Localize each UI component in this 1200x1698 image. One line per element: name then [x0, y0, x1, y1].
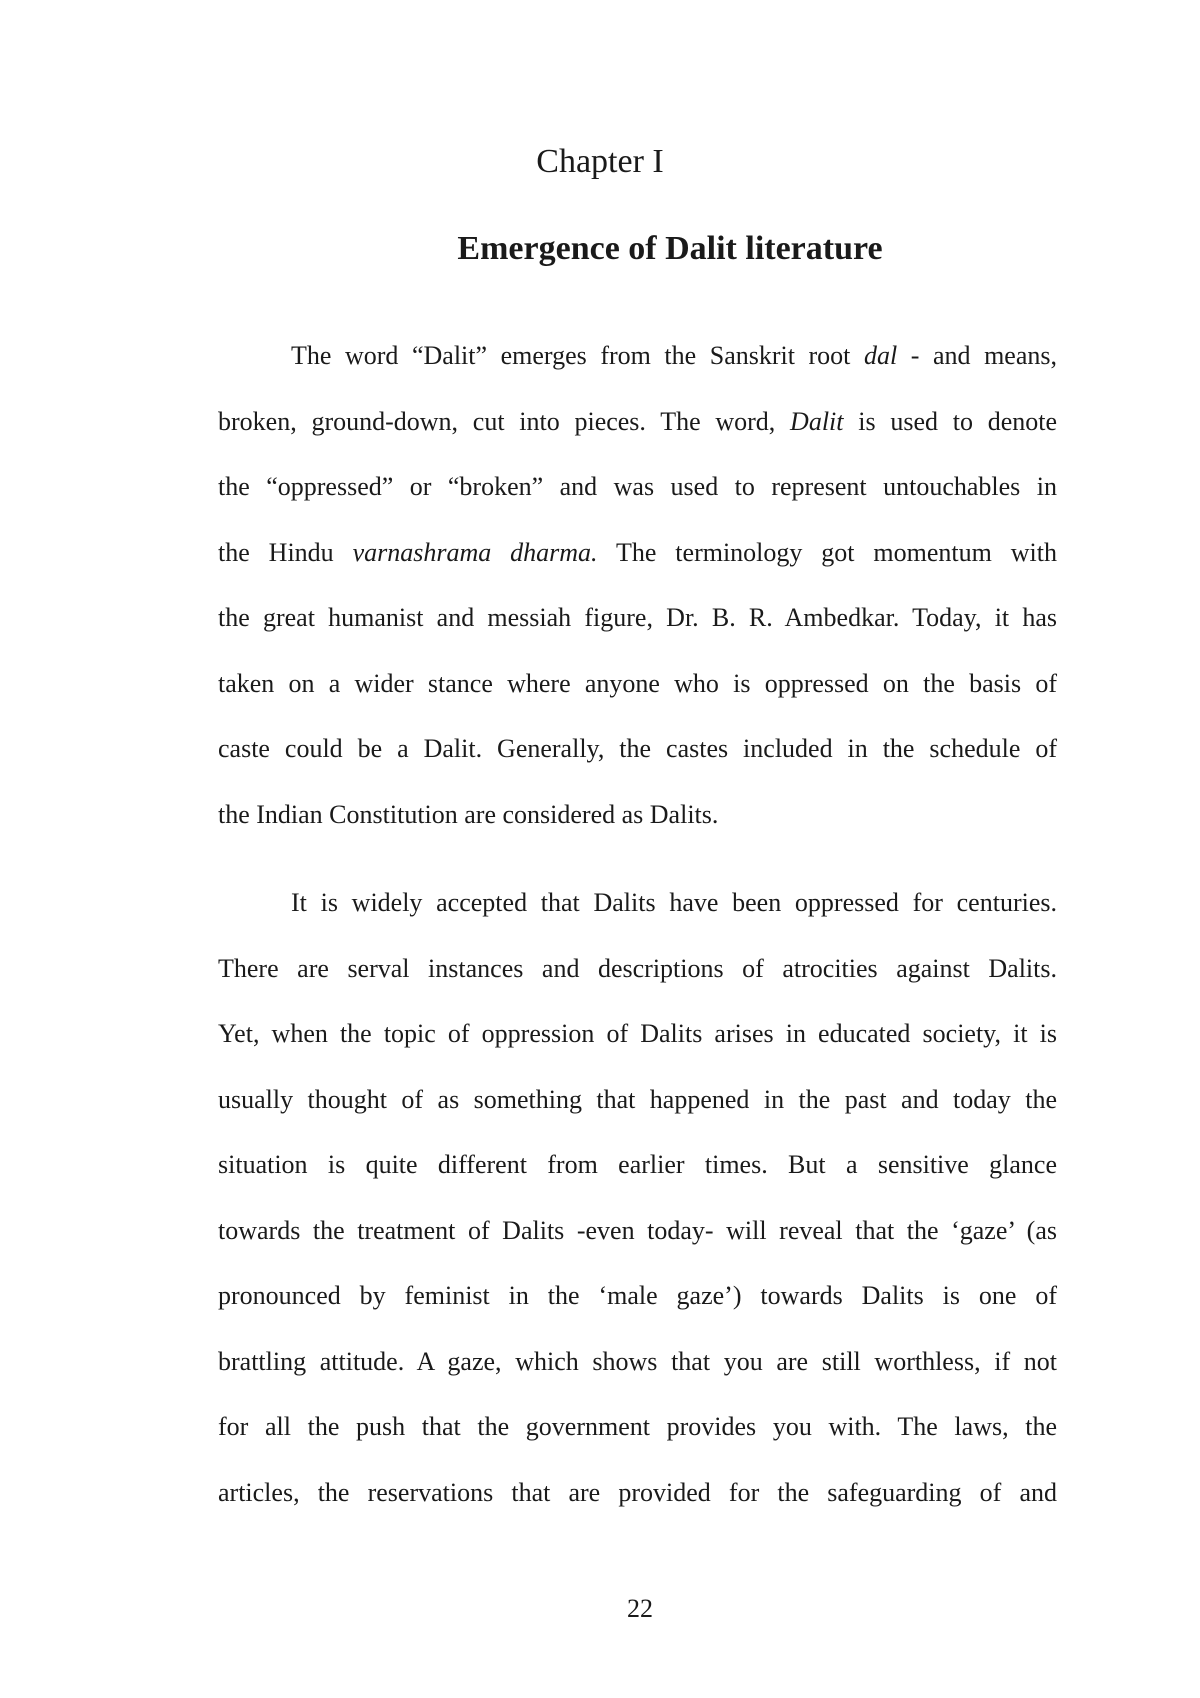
italic-term: dal [863, 341, 898, 370]
paragraph-line: for all the push that the government provides you with. The laws, the [218, 1412, 1057, 1441]
paragraph-1 [218, 323, 1057, 847]
paragraph-line: pronounced by feminist in the ‘male gaze’) towards Dalits is one of [218, 1281, 1057, 1310]
paragraph-line: taken on a wider stance where anyone who is oppressed on the basis of [218, 668, 1057, 698]
paragraph-line: the “oppressed” or “broken” and was used to represent untouchables in [218, 472, 1057, 501]
paragraph-line: The word “Dalit” emerges from the Sanskrit root dal - and means, [291, 341, 1058, 370]
italic-term: Dalit [790, 406, 844, 436]
chapter-label: Chapter I [536, 143, 664, 180]
paragraph-line: the great humanist and messiah figure, Dr. B. R. Ambedkar. Today, it has [218, 603, 1057, 632]
paragraph-line: caste could be a Dalit. Generally, the castes included in the schedule of [218, 734, 1057, 763]
paragraph-line: towards the treatment of Dalits -even today- will reveal that the ‘gaze’ (as [218, 1215, 1057, 1245]
paragraph-line: the Hindu varnashrama dharma. The terminology got momentum with [218, 537, 1057, 567]
paragraph-line: There are serval instances and descriptions of atrocities against Dalits. [218, 953, 1057, 983]
paragraph-line: Yet, when the topic of oppression of Dalits arises in educated society, it is [218, 1019, 1057, 1048]
paragraph-line: brattling attitude. A gaze, which shows that you are still worthless, if not [218, 1346, 1057, 1376]
paragraph-2 [218, 870, 1057, 1525]
page-number: 22 [627, 1594, 653, 1623]
paragraph-line: It is widely accepted that Dalits have been oppressed for centuries. [291, 888, 1057, 917]
paragraph-line: articles, the reservations that are provided for the safeguarding of and [218, 1477, 1057, 1507]
chapter-title: Emergence of Dalit literature [457, 230, 883, 267]
italic-term: varnashrama dharma. [352, 537, 598, 567]
paragraph-line: the Indian Constitution are considered as Dalits. [218, 799, 719, 829]
paragraph-line: situation is quite different from earlier times. But a sensitive glance [218, 1150, 1057, 1179]
paragraph-line: usually thought of as something that happened in the past and today the [218, 1084, 1057, 1114]
paragraph-line: broken, ground-down, cut into pieces. The word, Dalit is used to denote [218, 406, 1057, 436]
